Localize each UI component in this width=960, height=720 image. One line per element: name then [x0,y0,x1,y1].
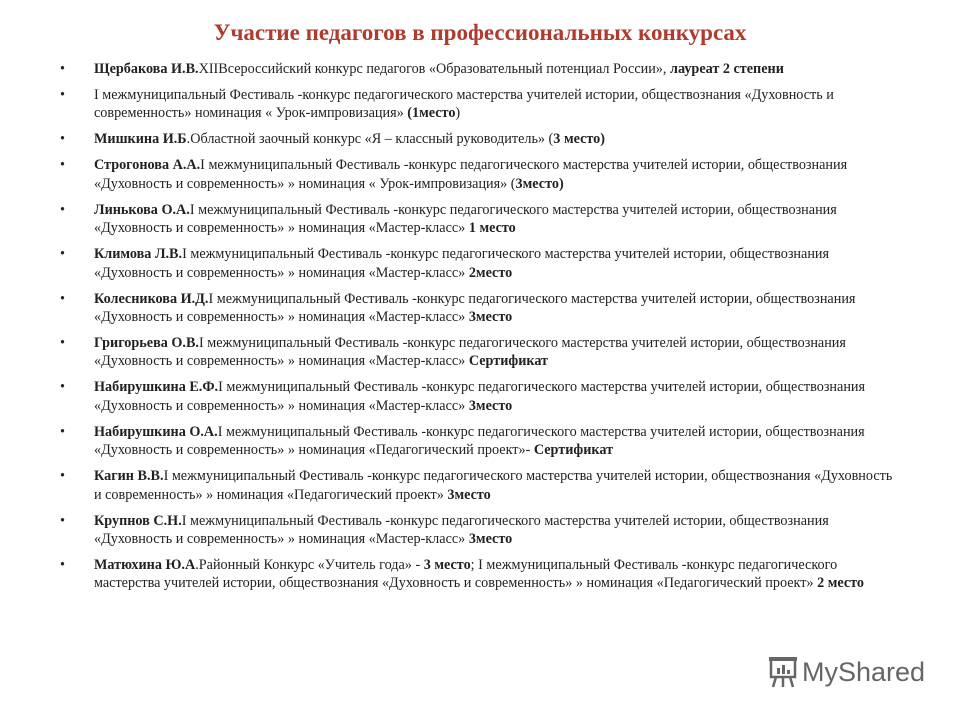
item-text: I межмуниципальный Фестиваль -конкурс педагогического мастерства учителей истории, обществознания «Духовность и современность» » номинация «Мастер-класс» [94,290,856,326]
item-text: I межмуниципальный Фестиваль -конкурс педагогического мастерства учителей истории, обществознания «Духовность и современность» » номинация «Мастер-класс» [94,246,830,281]
item-text: ) [455,105,461,122]
bold-text: Крупнов С.Н. [94,512,182,529]
bold-text: Сертификат [468,353,549,370]
bold-text: 2место [468,264,513,281]
bold-text: Строгонова А.А. [94,157,201,174]
contest-list-item [60,556,900,593]
bold-text: Линькова О.А. [94,201,190,218]
contest-list-item [60,201,900,238]
item-text: I межмуниципальный Фестиваль -конкурс педагогического мастерства учителей истории, обществознания «Духовность и современность» » номинация « Урок-импровизация» ( [94,157,848,192]
bold-text: 3 место [423,557,471,574]
item-text: I межмуниципальный Фестиваль -конкурс педагогического мастерства учителей истории, обществознания «Духовность и современность» номинация « Урок-импровизация» [94,87,834,122]
bold-text: 2 место [817,575,865,592]
bold-text: (1место [407,105,456,122]
contest-list-item [60,467,900,504]
item-text: ; I межмуниципальный Фестиваль -конкурс педагогического мастерства учителей истории, обществознания «Духовность и современность» » номинация «Педагогический проект» [94,557,838,592]
bold-text: 1 место [468,220,516,237]
contest-list-item [60,512,900,549]
slide-title: Участие педагогов в профессиональных конкурсах [213,20,747,45]
bold-text: Сертификат [533,442,614,459]
contest-list-item [60,423,900,460]
contest-list [60,60,900,600]
bold-text: Мишкина И.Б [94,131,187,148]
bold-text: Колесникова И.Д. [94,290,209,307]
item-text: I межмуниципальный Фестиваль -конкурс педагогического мастерства учителей истории, обществознания «Духовность и современность» » номинация «Мастер-класс» [94,201,837,237]
contest-list-item [60,245,900,282]
item-text: I межмуниципальный Фестиваль -конкурс педагогического мастерства учителей истории, обществознания «Духовность и современность» » номинация «Педагогический проект» [94,468,893,503]
bold-text: 3место) [515,175,564,192]
item-text: I межмуниципальный Фестиваль -конкурс педагогического мастерства учителей истории, обществознания «Духовность и современность» » номинация «Мастер-класс» [94,379,866,414]
contest-list-item [60,378,900,415]
bold-text: Набирушкина О.А. [94,423,218,440]
myshared-watermark [768,656,925,688]
item-text: .Областной заочный конкурс «Я – классный руководитель» ( [186,131,554,148]
bold-text: 3место [468,309,513,326]
contest-list-item [60,86,900,123]
bold-text: лауреат 2 степени [670,61,784,77]
bold-text: Григорьева О.В. [94,335,199,352]
bold-text: Кагин В.В. [94,468,164,485]
bold-text: 3место [447,486,491,503]
presentation-icon [768,656,798,688]
item-text: I межмуниципальный Фестиваль -конкурс педагогического мастерства учителей истории, обществознания «Духовность и современность» » номинация «Мастер-класс» [94,512,829,548]
watermark-text: MyShared [802,656,926,687]
bold-text: Матюхина Ю.А [94,557,196,574]
item-text: I межмуниципальный Фестиваль -конкурс педагогического мастерства учителей истории, обществознания «Духовность и современность» » номинация «Мастер-класс» [94,335,846,370]
bold-text: Щербакова И.В. [94,61,199,77]
contest-list-item [60,290,900,327]
item-text: XIIВсероссийский конкурс педагогов «Образовательный потенциал России», [198,61,670,77]
item-text: I межмуниципальный Фестиваль -конкурс педагогического мастерства учителей истории, обществознания «Духовность и современность» » номинация «Педагогический проект»- [94,423,865,459]
bold-text: 3место [468,397,513,414]
bold-text: Климова Л.В. [94,246,183,263]
bold-text: 3место [468,531,513,548]
contest-list-item [60,156,900,193]
contest-list-item [60,334,900,371]
contest-list-item [60,130,900,148]
bold-text: Набирушкина Е.Ф. [94,379,219,396]
bold-text: 3 место) [553,131,605,148]
item-text: .Районный Конкурс «Учитель года» - [195,557,424,574]
contest-list-item [60,60,900,78]
